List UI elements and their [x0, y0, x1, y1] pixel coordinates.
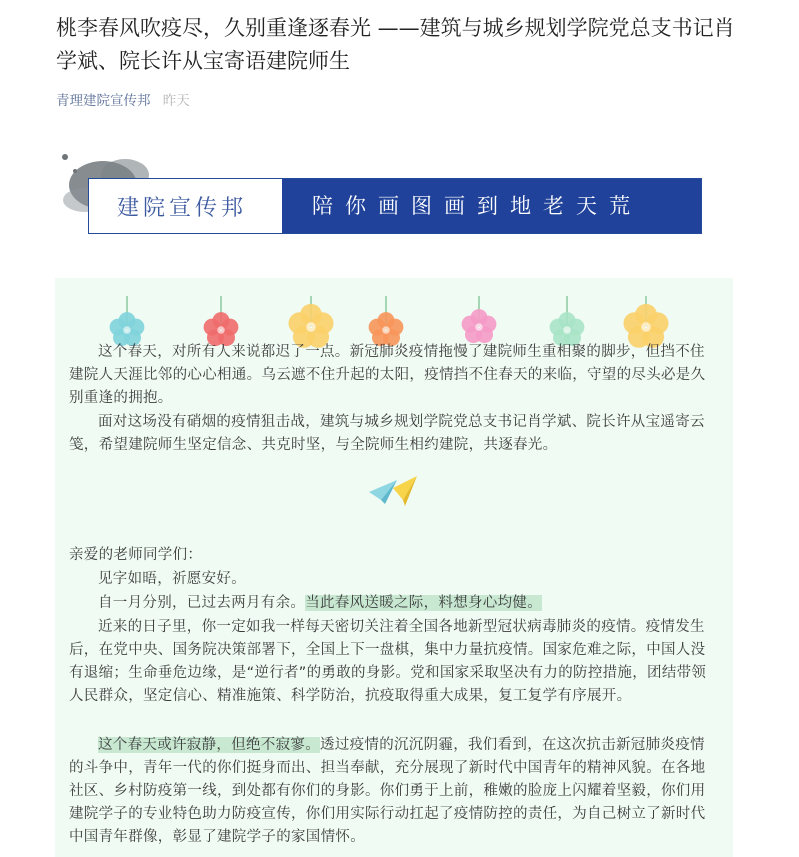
salutation: 亲爱的老师同学们： [69, 547, 203, 563]
flower-icon [550, 296, 585, 346]
flower-icon [369, 296, 404, 346]
flower-icon [462, 296, 497, 343]
greeting: 见字如晤，祈愿安好。 [98, 571, 246, 587]
intro-paragraph-1: 这个春天，对所有人来说都迟了一点。新冠肺炎疫情拖慢了建院师生重相聚的脚步，但挡不住建院人天涯比邻的心心相通。乌云遮不住升起的太阳，疫情挡不住春天的来临，守望的尽头必是久别重逢的拥抱。 [69, 344, 706, 406]
banner-blue-panel [282, 179, 701, 233]
letter-card [55, 278, 733, 857]
banner-left-text: 建院宣传邦 [117, 196, 248, 221]
banner-slogan: 陪你画图画到地老天荒 [312, 194, 642, 218]
highlight-text-2: 这个春天或许寂静，但绝不寂寥。 [98, 737, 320, 753]
paragraph-1-text: 自一月分别，已过去两月有余。 [98, 595, 306, 611]
header-banner [0, 140, 799, 250]
article-title: 桃李春风吹疫尽，久别重逢逐春光 ——建筑与城乡规划学院党总支书记肖学斌、院长许从宝寄语建院师生 [56, 16, 735, 73]
account-link[interactable]: 青理建院宣传邦 [56, 93, 151, 109]
paragraph-3-text: 透过疫情的沉沉阴霾，我们看到，在这次抗击新冠肺炎疫情的斗争中，青年一代的你们挺身而出、担当奉献，充分展现了新时代中国青年的精神风貌。在各地社区、乡村防疫第一线，到处都有你们的身影。你们勇于上前，稚嫩的脸庞上闪耀着坚毅，你们用建院学子的专业特色助力防疫宣传，你们用实际行动扛起了疫情防控的责任，为自己树立了新时代中国青年群像，彰显了建院学子的家国情怀。 [69, 737, 706, 845]
paragraph-3 [69, 734, 719, 849]
paper-plane-icon [367, 474, 421, 508]
paragraph-2: 近来的日子里，你一定如我一样每天密切关注着全国各地新型冠状病毒肺炎的疫情。疫情发生后，在党中央、国务院决策部署下，全国上下一盘棋，集中力量抗疫情。国家危难之际，中国人没有退缩；生命垂危边缘，是“逆行者”的勇敢的身影。党和国家采取坚决有力的防控措施，团结带领人民群众，坚定信心、精准施策、科学防治，抗疫取得重大成果，复工复学有序展开。 [69, 619, 707, 704]
highlight-text-1: 当此春风送暖之际，料想身心均健。 [305, 595, 543, 611]
publish-time: 昨天 [162, 93, 190, 109]
paragraph-1 [69, 592, 719, 615]
article-meta [56, 89, 190, 109]
flower-icon [110, 296, 145, 346]
banner-frame [88, 178, 702, 234]
intro-paragraph-2: 面对这场没有硝烟的疫情狙击战，建筑与城乡规划学院党总支书记肖学斌、院长许从宝遥寄云笺，希望建院师生坚定信念、共克时坚，与全院师生相约建院，共逐春光。 [69, 414, 705, 453]
flower-icon [204, 296, 239, 346]
